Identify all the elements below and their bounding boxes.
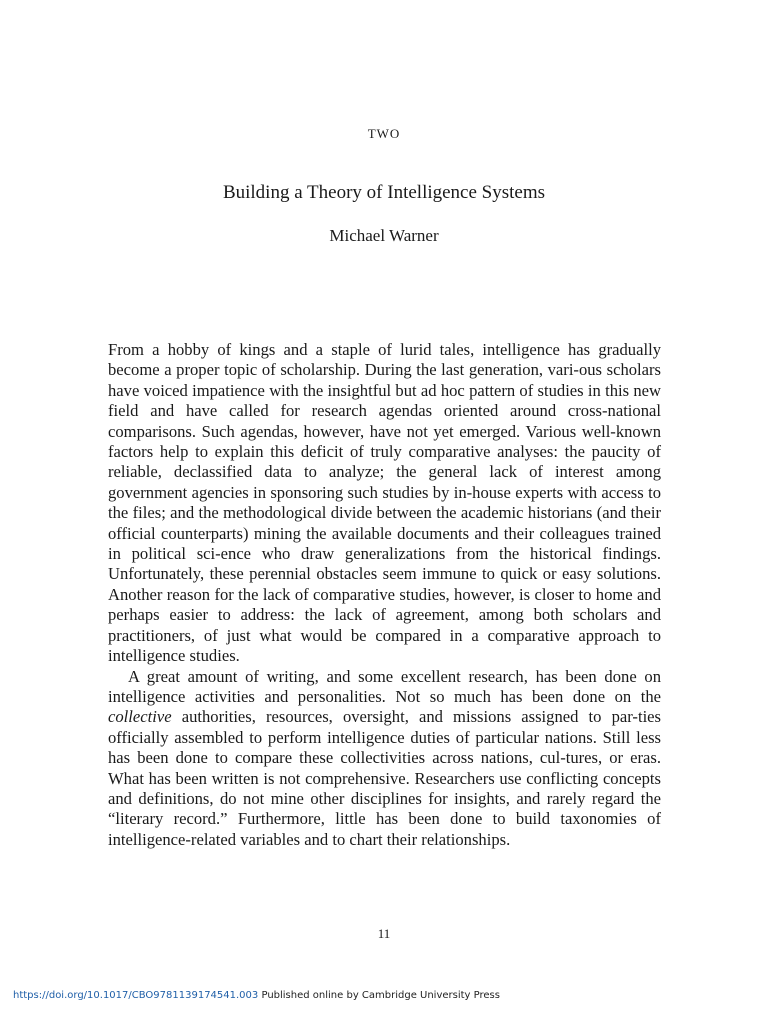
chapter-title: Building a Theory of Intelligence Systems	[222, 182, 546, 203]
chapter-author: Michael Warner	[329, 226, 439, 245]
paragraph: From a hobby of kings and a staple of lurid tales, intelligence has gradually become a proper topic of scholarship. During the last generation, vari-ous scholars have voiced impatience with the insightful but ad hoc pattern of studies in this new field and have called for research agendas oriented around cross-national comparisons. Such agendas, however, have not yet emerged. Various well-known factors help to explain this deficit of truly comparative analyses: the paucity of reliable, declassified data to analyze; the general lack of interest among government agencies in sponsoring such studies by in-house experts with access to the files; and the methodological divide between the academic historians (and their official counterparts) mining the available documents and their colleagues trained in political sci-ence who draw generalizations from the historical findings. Unfortunately, these perennial obstacles seem immune to quick or easy solutions. Another reason for the lack of comparative studies, however, is closer to home and perhaps easier to address: the lack of agreement, among both scholars and practitioners, of just what would be compared in a comparative approach to intelligence studies.	[108, 340, 661, 666]
publisher-note: Published online by Cambridge University Press	[258, 990, 500, 1001]
page-number: 11	[377, 926, 391, 941]
paragraph	[108, 667, 661, 851]
chapter-number: TWO	[367, 126, 401, 141]
paragraph-text: authorities, resources, oversight, and missions assigned to par-ties officially assembled to perform intelligence duties of particular nations. Still less has been done to compare these collectivities across nations, cul-tures, or eras. What has been written is not comprehensive. Researchers use conflicting concepts and definitions, do not mine other disciplines for insights, and rarely regard the “literary record.” Furthermore, little has been done to build taxonomies of intelligence-related variables and to chart their relationships.	[108, 707, 661, 849]
body-text	[108, 340, 661, 850]
emphasized-word: collective	[108, 707, 172, 727]
footer	[13, 990, 500, 1001]
doi-link[interactable]: https://doi.org/10.1017/CBO9781139174541.003	[13, 990, 259, 1001]
paragraph-text: A great amount of writing, and some excellent research, has been done on intelligence activities and personalities. Not so much has been done on the	[108, 666, 661, 706]
